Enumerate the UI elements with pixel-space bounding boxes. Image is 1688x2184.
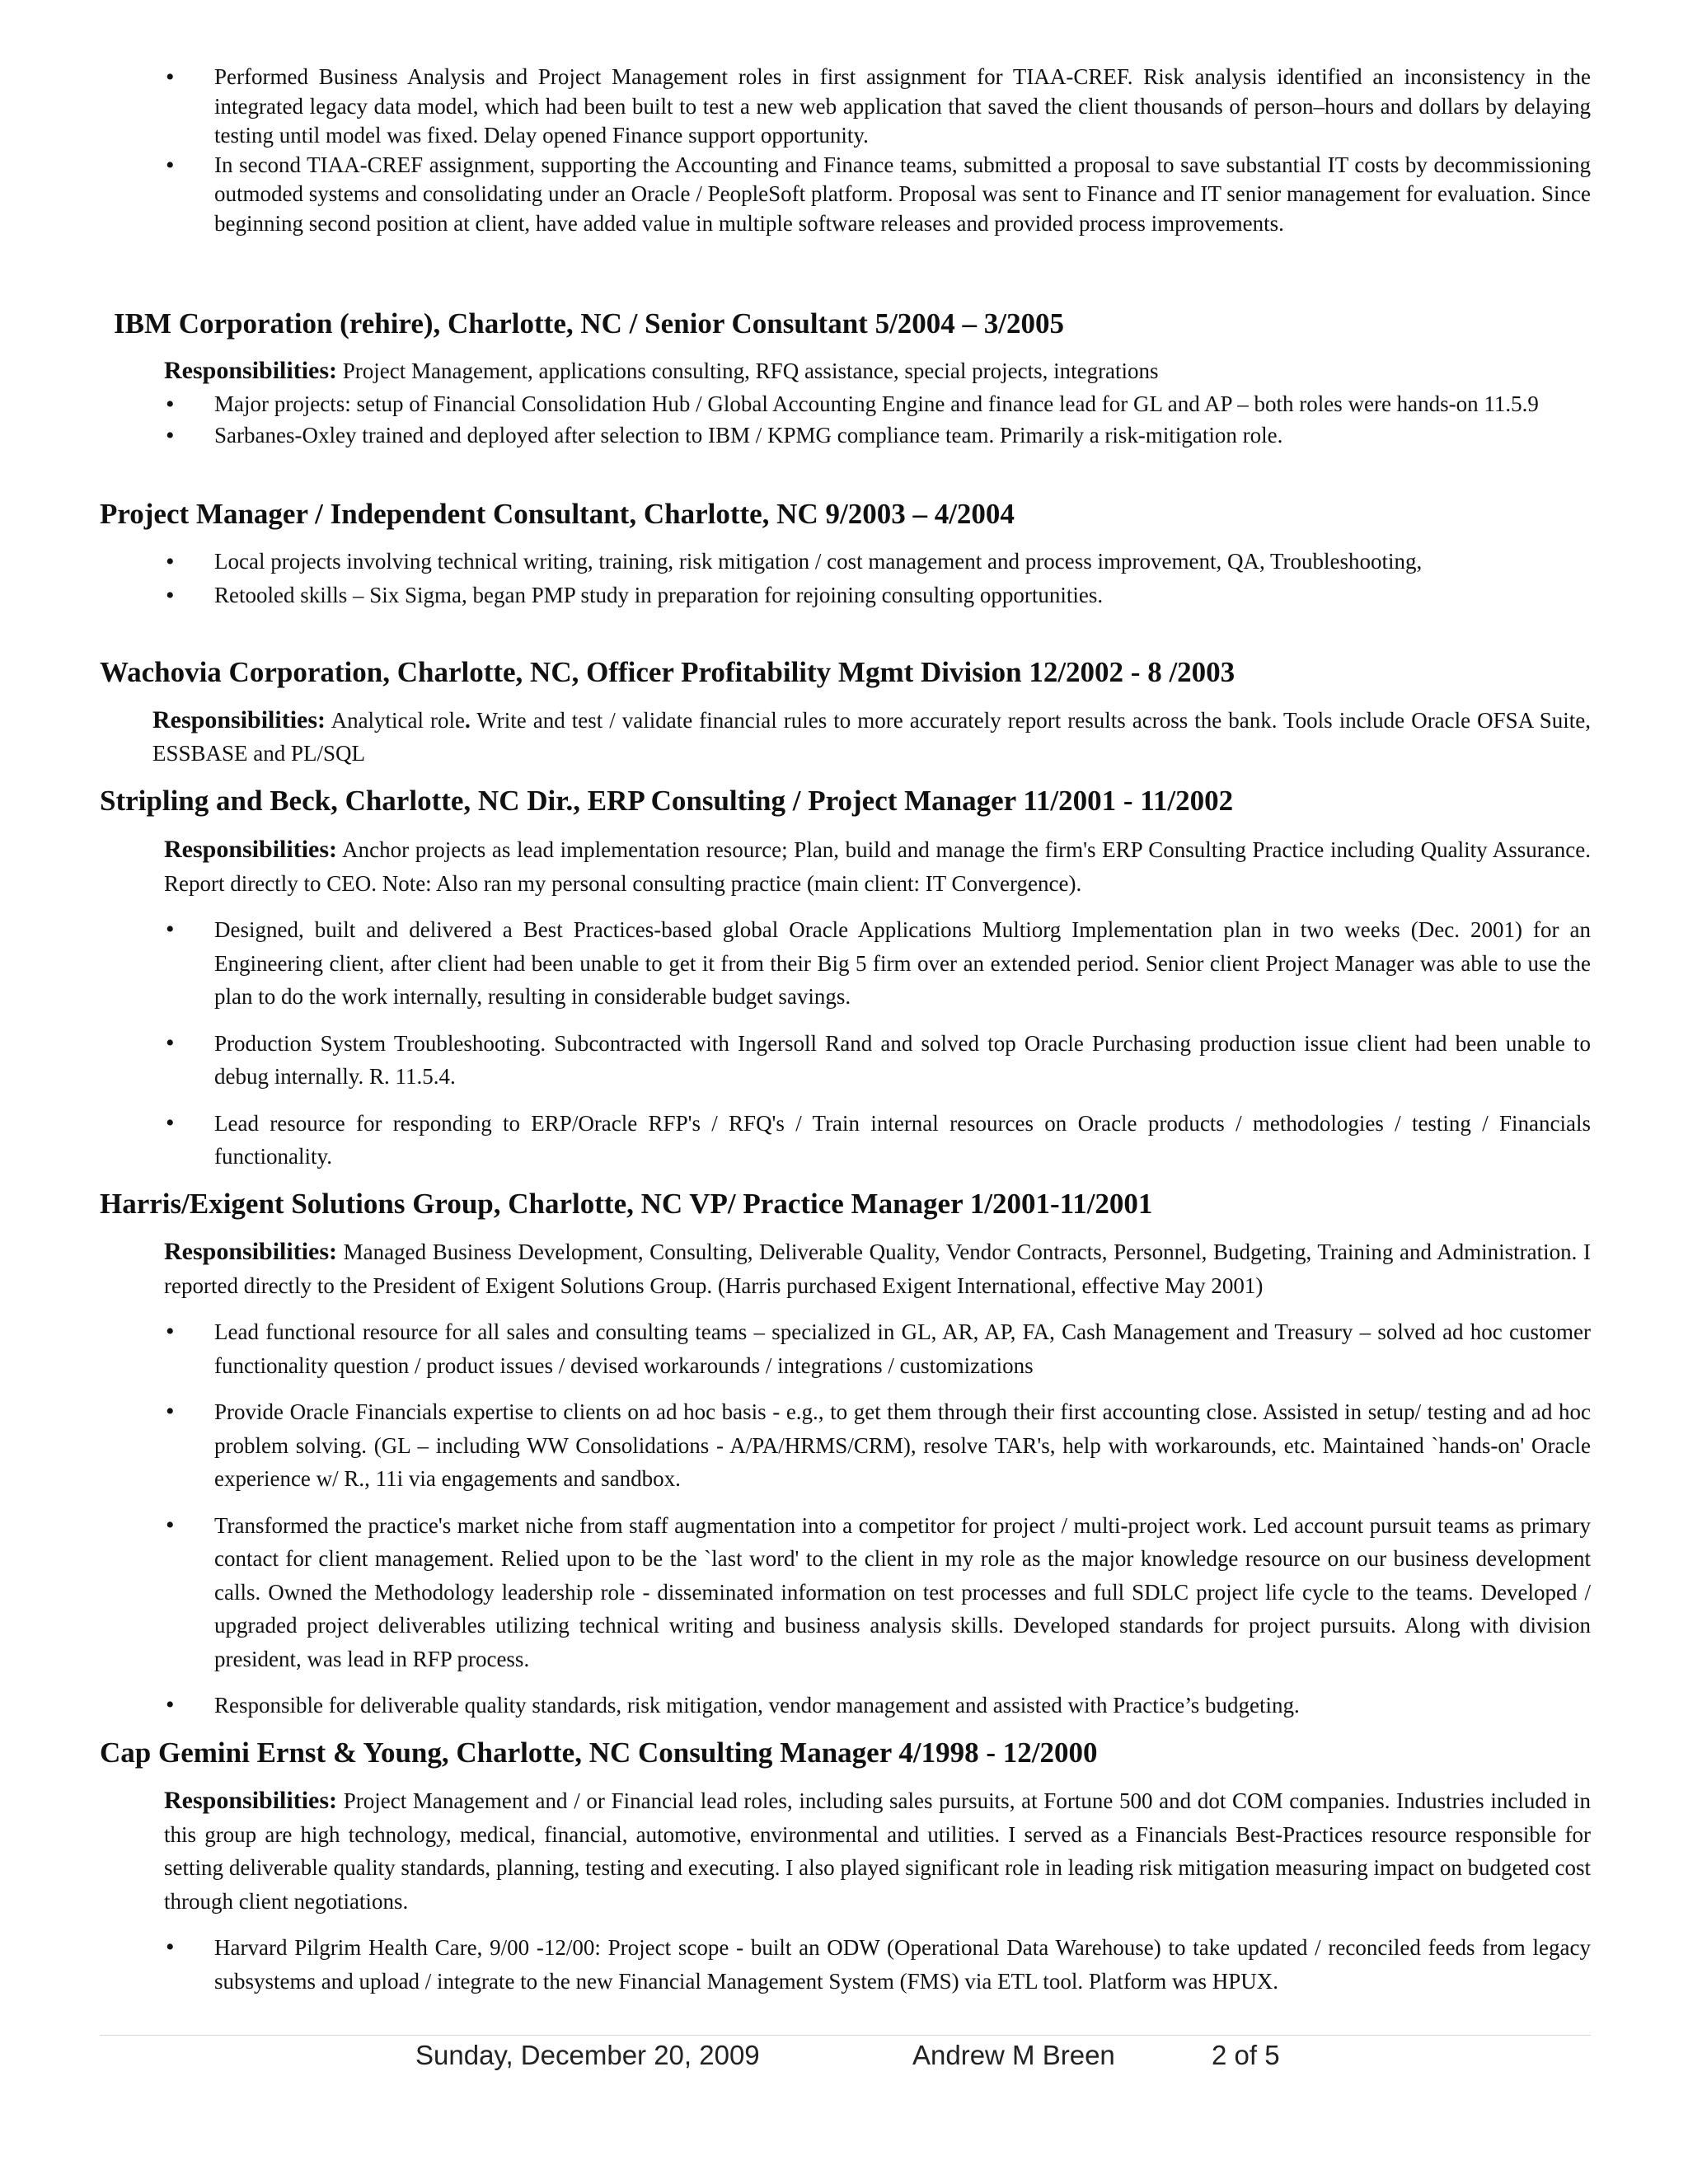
footer-page-number: 2 of 5: [1212, 2040, 1280, 2070]
stripling-bullet-list: [100, 913, 1591, 1187]
responsibilities-label: Responsibilities:: [164, 357, 338, 384]
responsibilities-text: Project Management, applications consulting, RFQ assistance, special projects, integrations: [337, 359, 1159, 383]
pm-bullet-list: [100, 547, 1591, 610]
harris-job-heading: Harris/Exigent Solutions Group, Charlotte, NC VP/ Practice Manager 1/2001-11/2001: [100, 1188, 1153, 1220]
list-item: • Lead resource for responding to ERP/Oracle RFP's / RFQ's / Train internal resources on Oracle products / methodologies / testing / Financials functionality.: [100, 1107, 1591, 1174]
list-item: • Lead functional resource for all sales and consulting teams – specialized in GL, AR, AP, FA, Cash Management and Treasury – solved ad hoc customer functionality question / product issues / devised workarounds / integrations / customizations: [100, 1315, 1591, 1382]
stripling-responsibilities: [164, 833, 1591, 900]
pm-job-heading: Project Manager / Independent Consultant, Charlotte, NC 9/2003 – 4/2004: [100, 498, 1015, 530]
list-item: • Major projects: setup of Financial Consolidation Hub / Global Accounting Engine and finance lead for GL and AP – both roles were hands-on 11.5.9: [100, 390, 1591, 419]
responsibilities-text-a: Analytical role: [326, 708, 466, 733]
ibm-responsibilities: [164, 356, 1591, 386]
list-item: • Local projects involving technical writing, training, risk mitigation / cost management and process improvement, QA, Troubleshooting,: [100, 547, 1591, 577]
list-item: • Sarbanes-Oxley trained and deployed after selection to IBM / KPMG compliance team. Primarily a risk-mitigation role.: [100, 421, 1591, 451]
responsibilities-text: Managed Business Development, Consulting, Deliverable Quality, Vendor Contracts, Personnel, Budgeting, Training and Administration. I reported directly to the President of Exigent Solutions Group. (Harris purchased Exigent International, effective May 2001): [164, 1240, 1591, 1298]
capgemini-job-heading: Cap Gemini Ernst & Young, Charlotte, NC Consulting Manager 4/1998 - 12/2000: [100, 1736, 1098, 1769]
list-item: • Transformed the practice's market niche from staff augmentation into a competitor for project / multi-project work. Led account pursuit teams as primary contact for client management. Relied upon to be the `last word' to the client in my role as the major knowledge resource on our business development calls. Owned the Methodology leadership role - disseminated information on test processes and full SDLC project life cycle to the teams. Developed / upgraded project deliverables utilizing technical writing and business analysis skills. Developed standards for project pursuits. Along with division president, was lead in RFP process.: [100, 1509, 1591, 1676]
responsibilities-text: Project Management and / or Financial lead roles, including sales pursuits, at Fortune 500 and dot COM companies. Industries included in this group are high technology, medical, financial, automotive, environmental and utilities. I served as a Financials Best-Practices resource responsible for setting deliverable quality standards, planning, testing and executing. I also played significant role in leading risk mitigation measuring impact on budgeted cost through client negotiations.: [164, 1788, 1591, 1914]
list-item: • Retooled skills – Six Sigma, began PMP study in preparation for rejoining consulting opportunities.: [100, 581, 1591, 611]
tiaa-cref-bullet-list: [100, 63, 1591, 238]
wachovia-job-heading: Wachovia Corporation, Charlotte, NC, Officer Profitability Mgmt Division 12/2002 - 8 /2003: [100, 656, 1236, 688]
capgemini-responsibilities: [164, 1784, 1591, 1918]
harris-responsibilities: [164, 1235, 1591, 1302]
list-item: • In second TIAA-CREF assignment, supporting the Accounting and Finance teams, submitted a proposal to save substantial IT costs by decommissioning outmoded systems and consolidating under an Oracle / PeopleSoft platform. Proposal was sent to Finance and IT senior management for evaluation. Since beginning second position at client, have added value in multiple software releases and provided process improvements.: [100, 151, 1591, 239]
footer-date: Sunday, December 20, 2009: [415, 2040, 760, 2070]
stripling-job-heading: Stripling and Beck, Charlotte, NC Dir., ERP Consulting / Project Manager 11/2001 - 11/2002: [100, 785, 1234, 817]
responsibilities-label: Responsibilities:: [164, 836, 338, 863]
ibm-bullet-list: [100, 390, 1591, 450]
list-item: • Provide Oracle Financials expertise to clients on ad hoc basis - e.g., to get them through their first accounting close. Assisted in setup/ testing and ad hoc problem solving. (GL – including WW Consolidations - A/PA/HRMS/CRM), resolve TAR's, help with workarounds, etc. Maintained `hands-on' Oracle experience w/ R., 11i via engagements and sandbox.: [100, 1395, 1591, 1496]
responsibilities-label: Responsibilities:: [164, 1238, 338, 1265]
list-item: • Responsible for deliverable quality standards, risk mitigation, vendor management and assisted with Practice’s budgeting.: [100, 1689, 1591, 1722]
list-item: • Harvard Pilgrim Health Care, 9/00 -12/00: Project scope - built an ODW (Operational Data Warehouse) to take updated / reconciled feeds from legacy subsystems and upload / integrate to the new Financial Management System (FMS) via ETL tool. Platform was HPUX.: [100, 1931, 1591, 1998]
responsibilities-text-b: Write and test / validate financial rules to more accurately report results across the bank. Tools include Oracle OFSA Suite, ESSBASE and PL/SQL: [152, 708, 1591, 766]
responsibilities-label: Responsibilities:: [152, 706, 326, 733]
list-item: • Designed, built and delivered a Best Practices-based global Oracle Applications Multiorg Implementation plan in two weeks (Dec. 2001) for an Engineering client, after client had been unable to get it from their Big 5 firm over an extended period. Senior client Project Manager was able to use the plan to do the work internally, resulting in considerable budget savings.: [100, 913, 1591, 1014]
list-item: • Production System Troubleshooting. Subcontracted with Ingersoll Rand and solved top Oracle Purchasing production issue client had been unable to debug internally. R. 11.5.4.: [100, 1027, 1591, 1094]
responsibilities-text: Anchor projects as lead implementation resource; Plan, build and manage the firm's ERP Consulting Practice including Quality Assurance. Report directly to CEO. Note: Also ran my personal consulting practice (main client: IT Convergence).: [164, 837, 1591, 896]
footer-divider: [100, 2035, 1591, 2036]
wachovia-responsibilities: [152, 704, 1591, 770]
responsibilities-label: Responsibilities:: [164, 1787, 338, 1814]
harris-bullet-list: [100, 1315, 1591, 1736]
period-mark: .: [465, 708, 471, 733]
list-item: • Performed Business Analysis and Project Management roles in first assignment for TIAA-CREF. Risk analysis identified an inconsistency in the integrated legacy data model, which had been built to test a new web application that saved the client thousands of person–hours and dollars by delaying testing until model was fixed. Delay opened Finance support opportunity.: [100, 63, 1591, 151]
capgemini-bullet-list: [100, 1931, 1591, 1998]
footer-author: Andrew M Breen: [912, 2040, 1115, 2070]
ibm-job-heading: IBM Corporation (rehire), Charlotte, NC / Senior Consultant 5/2004 – 3/2005: [114, 307, 1065, 340]
